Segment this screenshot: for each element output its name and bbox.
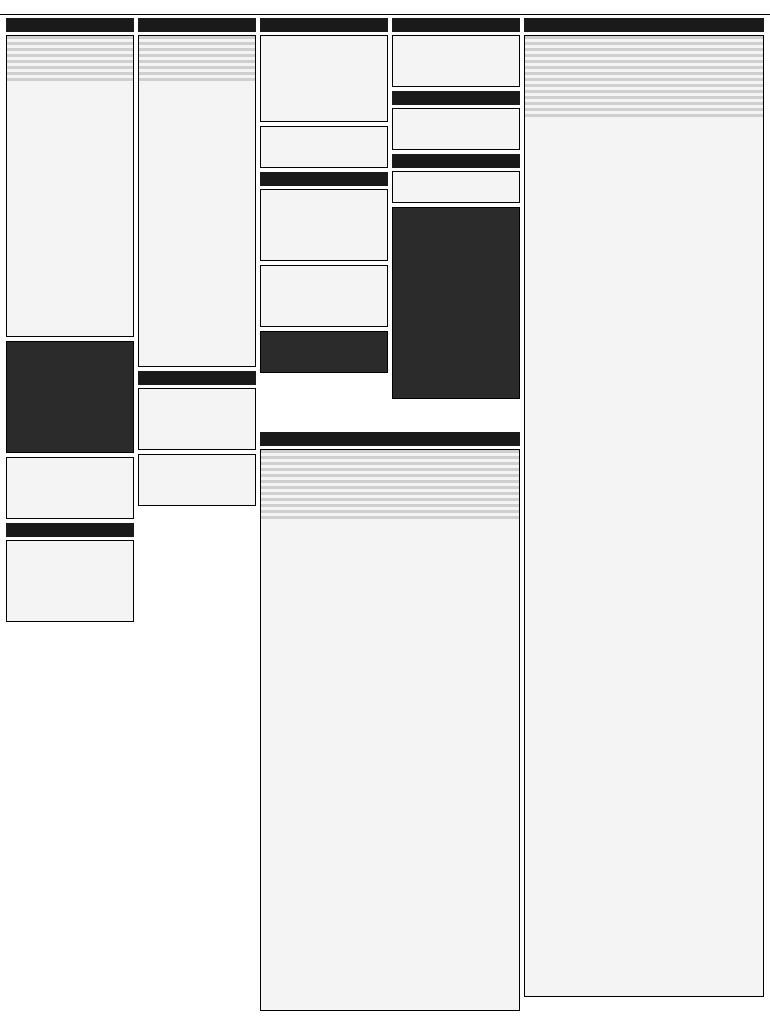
column-3 xyxy=(260,18,388,428)
column-5 xyxy=(524,18,764,1020)
ad-block xyxy=(138,454,256,506)
column-4 xyxy=(392,18,520,428)
page-header xyxy=(0,0,770,15)
section-banner xyxy=(392,91,520,105)
section-banner xyxy=(260,172,388,186)
section-banner xyxy=(260,18,388,32)
section-banner xyxy=(138,371,256,385)
ad-block xyxy=(138,388,256,450)
column-2 xyxy=(138,18,256,1020)
section-banner xyxy=(392,18,520,32)
ad-block xyxy=(392,207,520,399)
notice-block xyxy=(138,35,256,367)
ad-block xyxy=(6,457,134,519)
notice-block xyxy=(6,540,134,622)
wide-notice xyxy=(260,432,520,1020)
section-banner xyxy=(6,18,134,32)
ad-block xyxy=(260,189,388,261)
notice-block xyxy=(6,35,134,337)
notice-block xyxy=(260,449,520,1011)
section-banner xyxy=(392,154,520,168)
ad-block xyxy=(260,126,388,168)
section-banner xyxy=(138,18,256,32)
ad-block xyxy=(260,35,388,122)
column-1 xyxy=(6,18,134,1020)
notice-block xyxy=(524,35,764,997)
ad-block xyxy=(392,35,520,87)
ad-block xyxy=(392,108,520,150)
ad-block xyxy=(260,265,388,327)
ad-block xyxy=(6,341,134,453)
ad-block xyxy=(260,331,388,373)
section-banner xyxy=(524,18,764,32)
section-banner xyxy=(260,432,520,446)
section-banner xyxy=(6,523,134,537)
ad-block xyxy=(392,171,520,203)
